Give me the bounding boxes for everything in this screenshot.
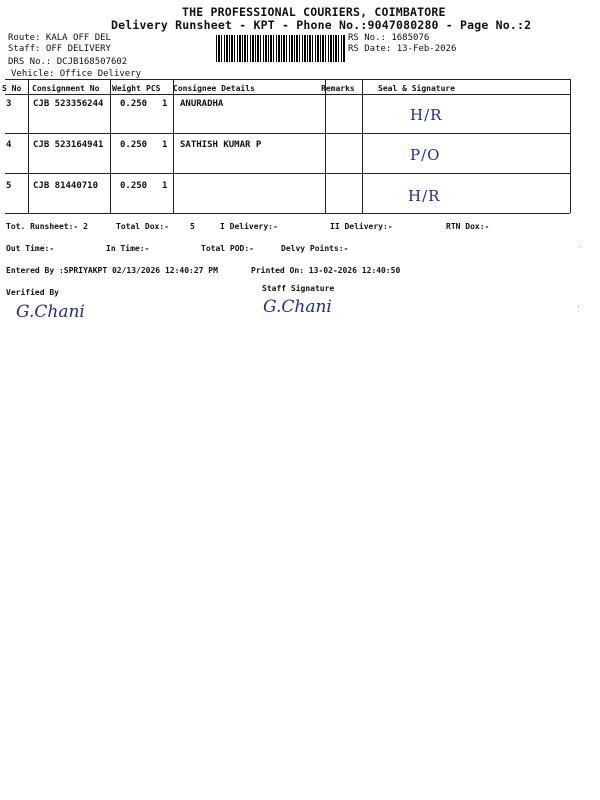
company-title: THE PROFESSIONAL COURIERS, COIMBATORE [182,5,446,19]
cell-consignment: CJB 523164941 [33,140,104,150]
column-divider [362,79,363,213]
entered-by: Entered By :SPRIYAKPT 02/13/2026 12:40:27 PM [6,266,218,275]
out-time: Out Time:- [6,244,55,253]
row-divider [5,173,570,174]
table-header-border [5,94,570,95]
cell-consignee: SATHISH KUMAR P [180,140,262,150]
rs-date: RS Date: 13-Feb-2026 [348,44,457,54]
total-pod: Total POD:- [201,244,254,253]
verified-by-label: Verified By [6,288,59,297]
printed-on: Printed On: 13-02-2026 12:40:50 [251,266,401,275]
route-label: Route: KALA OFF DEL [8,33,111,43]
barcode [216,35,346,62]
seal-handwriting: H/R [408,187,441,205]
header-consignee: Consignee Details [173,84,255,93]
vehicle-label: Vehicle: Office Delivery [11,69,142,79]
cell-consignee: ANURADHA [180,99,224,109]
scan-speck [578,306,579,307]
seal-handwriting: P/O [410,146,441,164]
header-seal: Seal & Signature [378,84,456,93]
tot-runsheet: Tot. Runsheet:- 2 [6,222,88,231]
column-divider [110,79,111,213]
verified-signature: G.Chani [16,302,85,322]
total-dox-value: 5 [190,222,195,231]
seal-handwriting: H/R [410,106,443,124]
cell-sno: 3 [6,99,12,109]
cell-weight: 0.250 [120,181,148,191]
i-delivery: I Delivery:- [220,222,278,231]
header-consignment: Consignment No [32,84,100,93]
header-remarks: Remarks [321,84,355,93]
cell-consignment: CJB 81440710 [33,181,99,191]
table-bottom-border [5,213,570,214]
column-divider [28,79,29,213]
cell-pcs: 1 [162,181,168,191]
drs-number: DRS No.: DCJB168507602 [8,57,128,67]
ii-delivery: II Delivery:- [330,222,393,231]
column-divider [570,79,571,213]
staff-signature-label: Staff Signature [262,284,335,293]
staff-label: Staff: OFF DELIVERY [8,44,111,54]
row-divider [5,133,570,134]
cell-weight: 0.250 [120,140,148,150]
cell-consignment: CJB 523356244 [33,99,104,109]
column-divider [325,79,326,213]
rs-number: RS No.: 1685076 [348,33,430,43]
rtn-dox: RTN Dox:- [446,222,490,231]
cell-pcs: 1 [162,140,168,150]
delvy-points: Delvy Points:- [281,244,349,253]
scan-speck [580,246,581,247]
header-weight: Weight [112,84,141,93]
cell-pcs: 1 [162,99,168,109]
cell-sno: 5 [6,181,12,191]
cell-sno: 4 [6,140,12,150]
table-top-border [5,79,570,80]
cell-weight: 0.250 [120,99,148,109]
total-dox-label: Total Dox:- [116,222,169,231]
column-divider [173,79,174,213]
runsheet-title: Delivery Runsheet - KPT - Phone No.:9047080280 - Page No.:2 [111,18,532,32]
in-time: In Time:- [106,244,150,253]
staff-signature: G.Chani [263,297,332,317]
header-sno: S No [2,84,22,93]
header-pcs: PCS [146,84,161,93]
